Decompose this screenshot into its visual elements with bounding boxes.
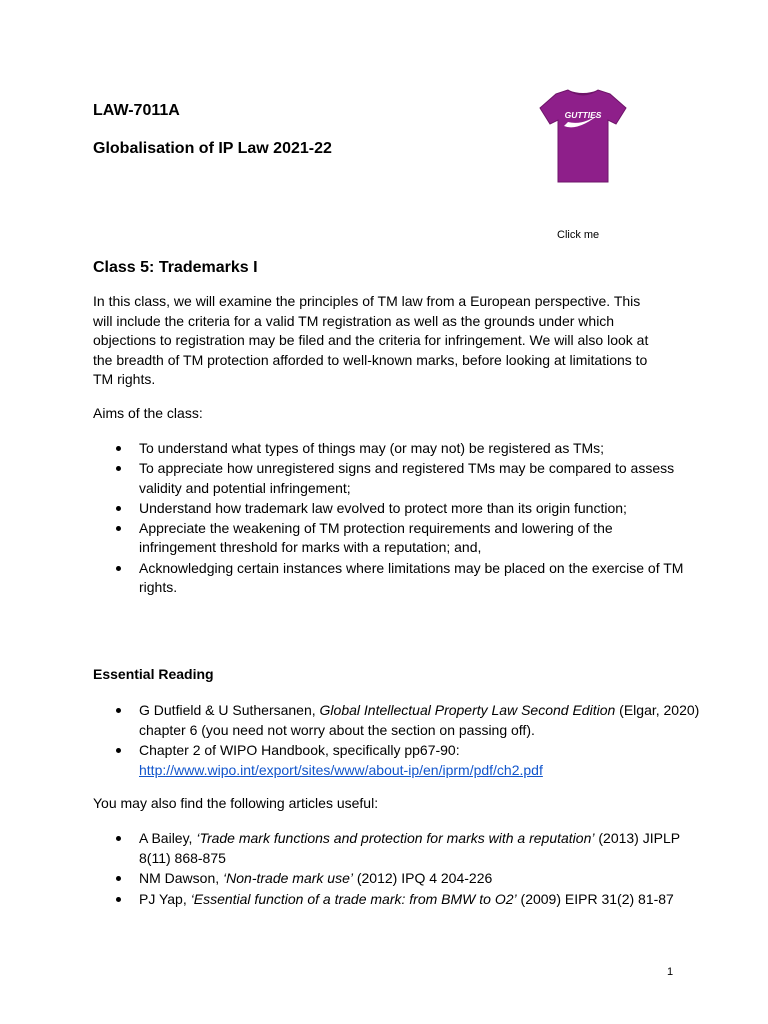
tshirt-image[interactable] — [538, 86, 628, 186]
list-item: A Bailey, ‘Trade mark functions and protection for marks with a reputation’ (2013) JIPLP 8(11) 868-875 — [93, 829, 693, 868]
bullet-icon — [116, 566, 121, 571]
essential-reading-heading: Essential Reading — [93, 666, 214, 682]
page-number: 1 — [667, 966, 674, 978]
bullet-icon — [116, 836, 121, 841]
list-item: Appreciate the weakening of TM protection requirements and lowering of the infringement threshold for marks with a reputation; and, — [93, 519, 693, 558]
list-item: Acknowledging certain instances where limitations may be placed on the exercise of TM rights. — [93, 559, 693, 598]
course-code: LAW-7011A — [93, 102, 180, 119]
bullet-icon — [116, 876, 121, 881]
list-item: To understand what types of things may (or may not) be registered as TMs; — [93, 439, 693, 459]
bullet-icon — [116, 708, 121, 713]
bullet-icon — [116, 466, 121, 471]
wipo-handbook-link[interactable]: http://www.wipo.int/export/sites/www/about-ip/en/iprm/pdf/ch2.pdf — [139, 761, 543, 778]
essential-reading-list — [93, 701, 713, 781]
bullet-icon — [116, 446, 121, 451]
shirt-logo-text: GUTTIES — [564, 110, 602, 120]
list-item: PJ Yap, ‘Essential function of a trade mark: from BMW to O2’ (2009) EIPR 31(2) 81-87 — [93, 890, 693, 910]
bullet-icon — [116, 897, 121, 902]
aims-heading: Aims of the class: — [93, 405, 203, 421]
click-me-link[interactable]: Click me — [557, 229, 600, 241]
class-title: Class 5: Trademarks I — [93, 259, 258, 276]
course-title: Globalisation of IP Law 2021-22 — [93, 140, 332, 157]
list-item: Chapter 2 of WIPO Handbook, specifically pp67-90: http://www.wipo.int/export/sites/www/about-ip/en/iprm/pdf/ch2.pdf — [93, 741, 713, 780]
intro-paragraph: In this class, we will examine the principles of TM law from a European perspective. This will include the criteria for a valid TM registration as well as the grounds under which objections to registration may be filed and the criteria for infringement. We will also look at the breadth of TM protection afforded to well-known marks, before looking at limitations to TM rights. — [93, 293, 649, 388]
list-item: G Dutfield & U Suthersanen, Global Intellectual Property Law Second Edition (Elgar, 2020) chapter 6 (you need not worry about the section on passing off). — [93, 701, 713, 740]
list-item: NM Dawson, ‘Non-trade mark use’ (2012) IPQ 4 204-226 — [93, 869, 693, 889]
articles-list — [93, 829, 693, 910]
list-item: To appreciate how unregistered signs and registered TMs may be compared to assess validity and potential infringement; — [93, 459, 693, 498]
bullet-icon — [116, 748, 121, 753]
list-item: Understand how trademark law evolved to protect more than its origin function; — [93, 499, 693, 519]
bullet-icon — [116, 526, 121, 531]
aims-list — [93, 439, 693, 598]
useful-articles-heading: You may also find the following articles useful: — [93, 795, 379, 811]
bullet-icon — [116, 506, 121, 511]
